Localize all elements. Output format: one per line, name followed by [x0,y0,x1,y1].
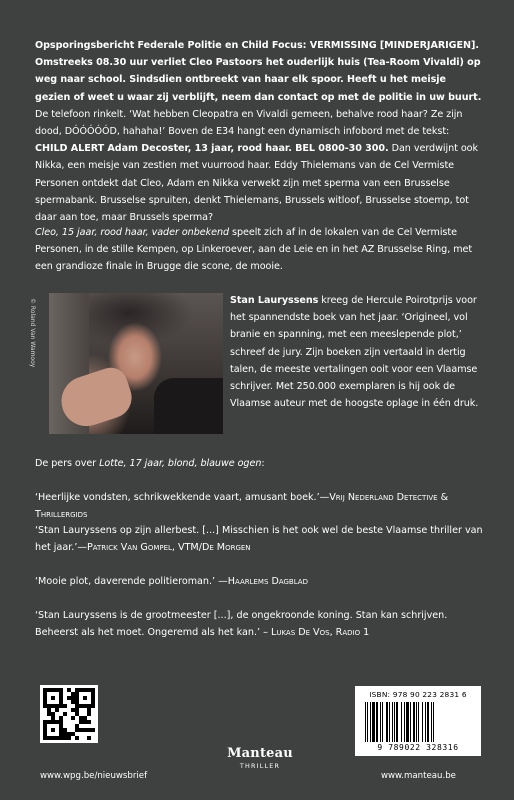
quote-text: ‘Stan Lauryssens op zijn allerbest. [...] Misschien is het ook wel de beste Vlaamse thriller van het jaar.’ [35,525,483,554]
author-name: Stan Lauryssens [230,295,319,306]
photo-shirt [154,378,223,434]
publisher-imprint: THRILLER [239,762,281,770]
quote-text: ‘Heerlijke vondsten, schrikwekkende vaart, amusant boek.’ [35,492,320,503]
press-quote [35,573,483,590]
barcode-bars [365,702,473,742]
author-bio [230,292,483,412]
barcode-bar [434,702,435,742]
qr-module [91,736,95,740]
quote-source: – Lukas De Vos, Radio 1 [260,627,370,639]
photo-credit: © Roland Van Wamooy [29,298,36,368]
press-heading-prefix: De pers over [35,458,100,469]
intro-text [35,37,483,226]
qr-code-grid [43,688,95,740]
intro-text-1: De telefoon rinkelt. ‘Wat hebben Cleopatra en Vivaldi gemeen, behalve rood haar? Ze zijn dood, DÓÓÓÓÓD, hahaha!’ Boven de E34 hangt een dynamisch infobord met de tekst: [35,108,463,138]
intro-bold-1: Opsporingsbericht Federale Politie en Child Focus: VERMISSING [MINDERJARIGEN]. Omstreeks 08.30 uur verliet Cleo Pastoors het ouderlijk huis (Tea-Room Vivaldi) op weg naar school. Sindsdien ontbreekt van haar elk spoor. Heeft u het meisje gezien of weet u waar zij verblijft, neem dan contact op met de politie in uw buurt. [35,40,482,103]
press-quote [35,489,483,523]
quote-text: ‘Stan Lauryssens is de grootmeester [...], de ongekroonde koning. Stan kan schrijven. Beheerst als het moet. Ongeremd als het kan.’ [35,610,448,639]
press-quote [35,522,483,556]
publisher-logo [220,746,300,770]
intro-bold-2: CHILD ALERT Adam Decoster, 13 jaar, rood haar. BEL 0800-30 300. [35,143,389,155]
ean-number: 9 789022 328316 [377,743,459,752]
author-photo [49,293,223,434]
quote-source: —Haarlems Dagblad [215,576,308,587]
newsletter-link[interactable]: www.wpg.be/nieuwsbrief [40,771,148,781]
press-heading-suffix: : [261,458,265,469]
publisher-website-link[interactable]: www.manteau.be [381,771,456,781]
press-quote [35,607,483,641]
quote-source: —Patrick Van Gompel, VTM/De Morgen [77,542,251,554]
isbn-label: ISBN: 978 90 223 2831 6 [369,690,467,699]
publisher-name: Manteau [227,746,293,761]
synopsis-body: speelt zich af in de lokalen van de Cel Vermiste Personen, in de stille Kempen, op Linkeroever, aan de Leie en in het AZ Brusselse Ring, met een grandioze finale in Brugge die scone, de mooie. [35,227,473,273]
synopsis-text [35,224,483,276]
intro-text-2: Dan verdwijnt ook Nikka, een meisje van zestien met vuurrood haar. Eddy Thielemans van de Cel Vermiste Personen ontdekt dat Cleo, Adam en Nikka verwekt zijn met sperma van een Brusselse spermabank. Brusselse spruiten, denkt Thielemans, Brussels witloof, Brusselse stoemp, tot daar aan toe, maar Brussels sperma? [35,143,478,224]
quote-source: —Vrij Nederland Detective & Thrillergids [35,492,449,521]
author-bio-text: kreeg de Hercule Poirotprijs voor het spannendste boek van het jaar. ‘Origineel, vol branie en spanning, met een meeslepende plot,’ schreef de jury. Zijn boeken zijn vertaald in dertig talen, de meeste vertalingen ooit voor een Vlaamse schrijver. Met 250.000 exemplaren is hij ook de Vlaamse auteur met de hoogste oplage in één druk. [230,295,479,410]
press-heading-title: Lotte, 17 jaar, blond, blauwe ogen [99,458,262,469]
quote-text: ‘Mooie plot, daverende politieroman.’ [35,576,216,587]
qr-code[interactable] [40,685,98,743]
press-heading [35,455,483,472]
barcode [355,686,481,756]
synopsis-title: Cleo, 15 jaar, rood haar, vader onbekend [35,227,230,238]
